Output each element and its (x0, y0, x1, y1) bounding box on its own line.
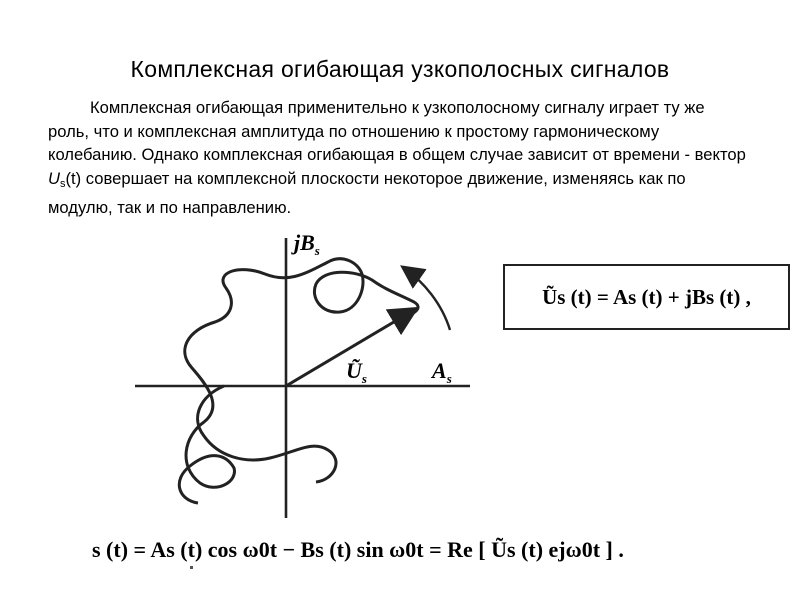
stray-dot (190, 566, 193, 569)
paragraph-part-1: Комплексная огибающая применительно к узкополосному сигналу играет ту же роль, что и комплексная амплитуда по отношению к простому гармоническому колебанию. Однако комплексная огибающая в общем случае зависит от времени - вектор (48, 98, 746, 164)
complex-plane-svg (120, 218, 480, 518)
vector-label: $Ũ_s$ (346, 358, 367, 386)
description-paragraph (48, 96, 748, 220)
vector-argument: (t) (65, 168, 82, 188)
slide-title: Комплексная огибающая узкополосных сигналов (130, 56, 670, 82)
signal-formula: s (t) = As (t) cos ω0t − Bs (t) sin ω0t = Re [ Ũs (t) ejω0t ] . (92, 537, 624, 562)
complex-plane-diagram (120, 218, 480, 518)
paragraph-part-2: совершает на комплексной плоскости некоторое движение, изменяясь как по модулю, так и по направлению. (48, 168, 686, 217)
trajectory-curve (179, 259, 418, 503)
x-axis-label: $A_s$ (432, 358, 452, 386)
vector-subscript: s (59, 177, 66, 190)
vector-symbol: U (48, 168, 60, 188)
y-axis-label: $jB_s$ (294, 230, 320, 258)
envelope-formula: Ũs (t) = As (t) + jBs (t) , (503, 264, 790, 330)
trajectory-curve-lower (198, 386, 336, 482)
